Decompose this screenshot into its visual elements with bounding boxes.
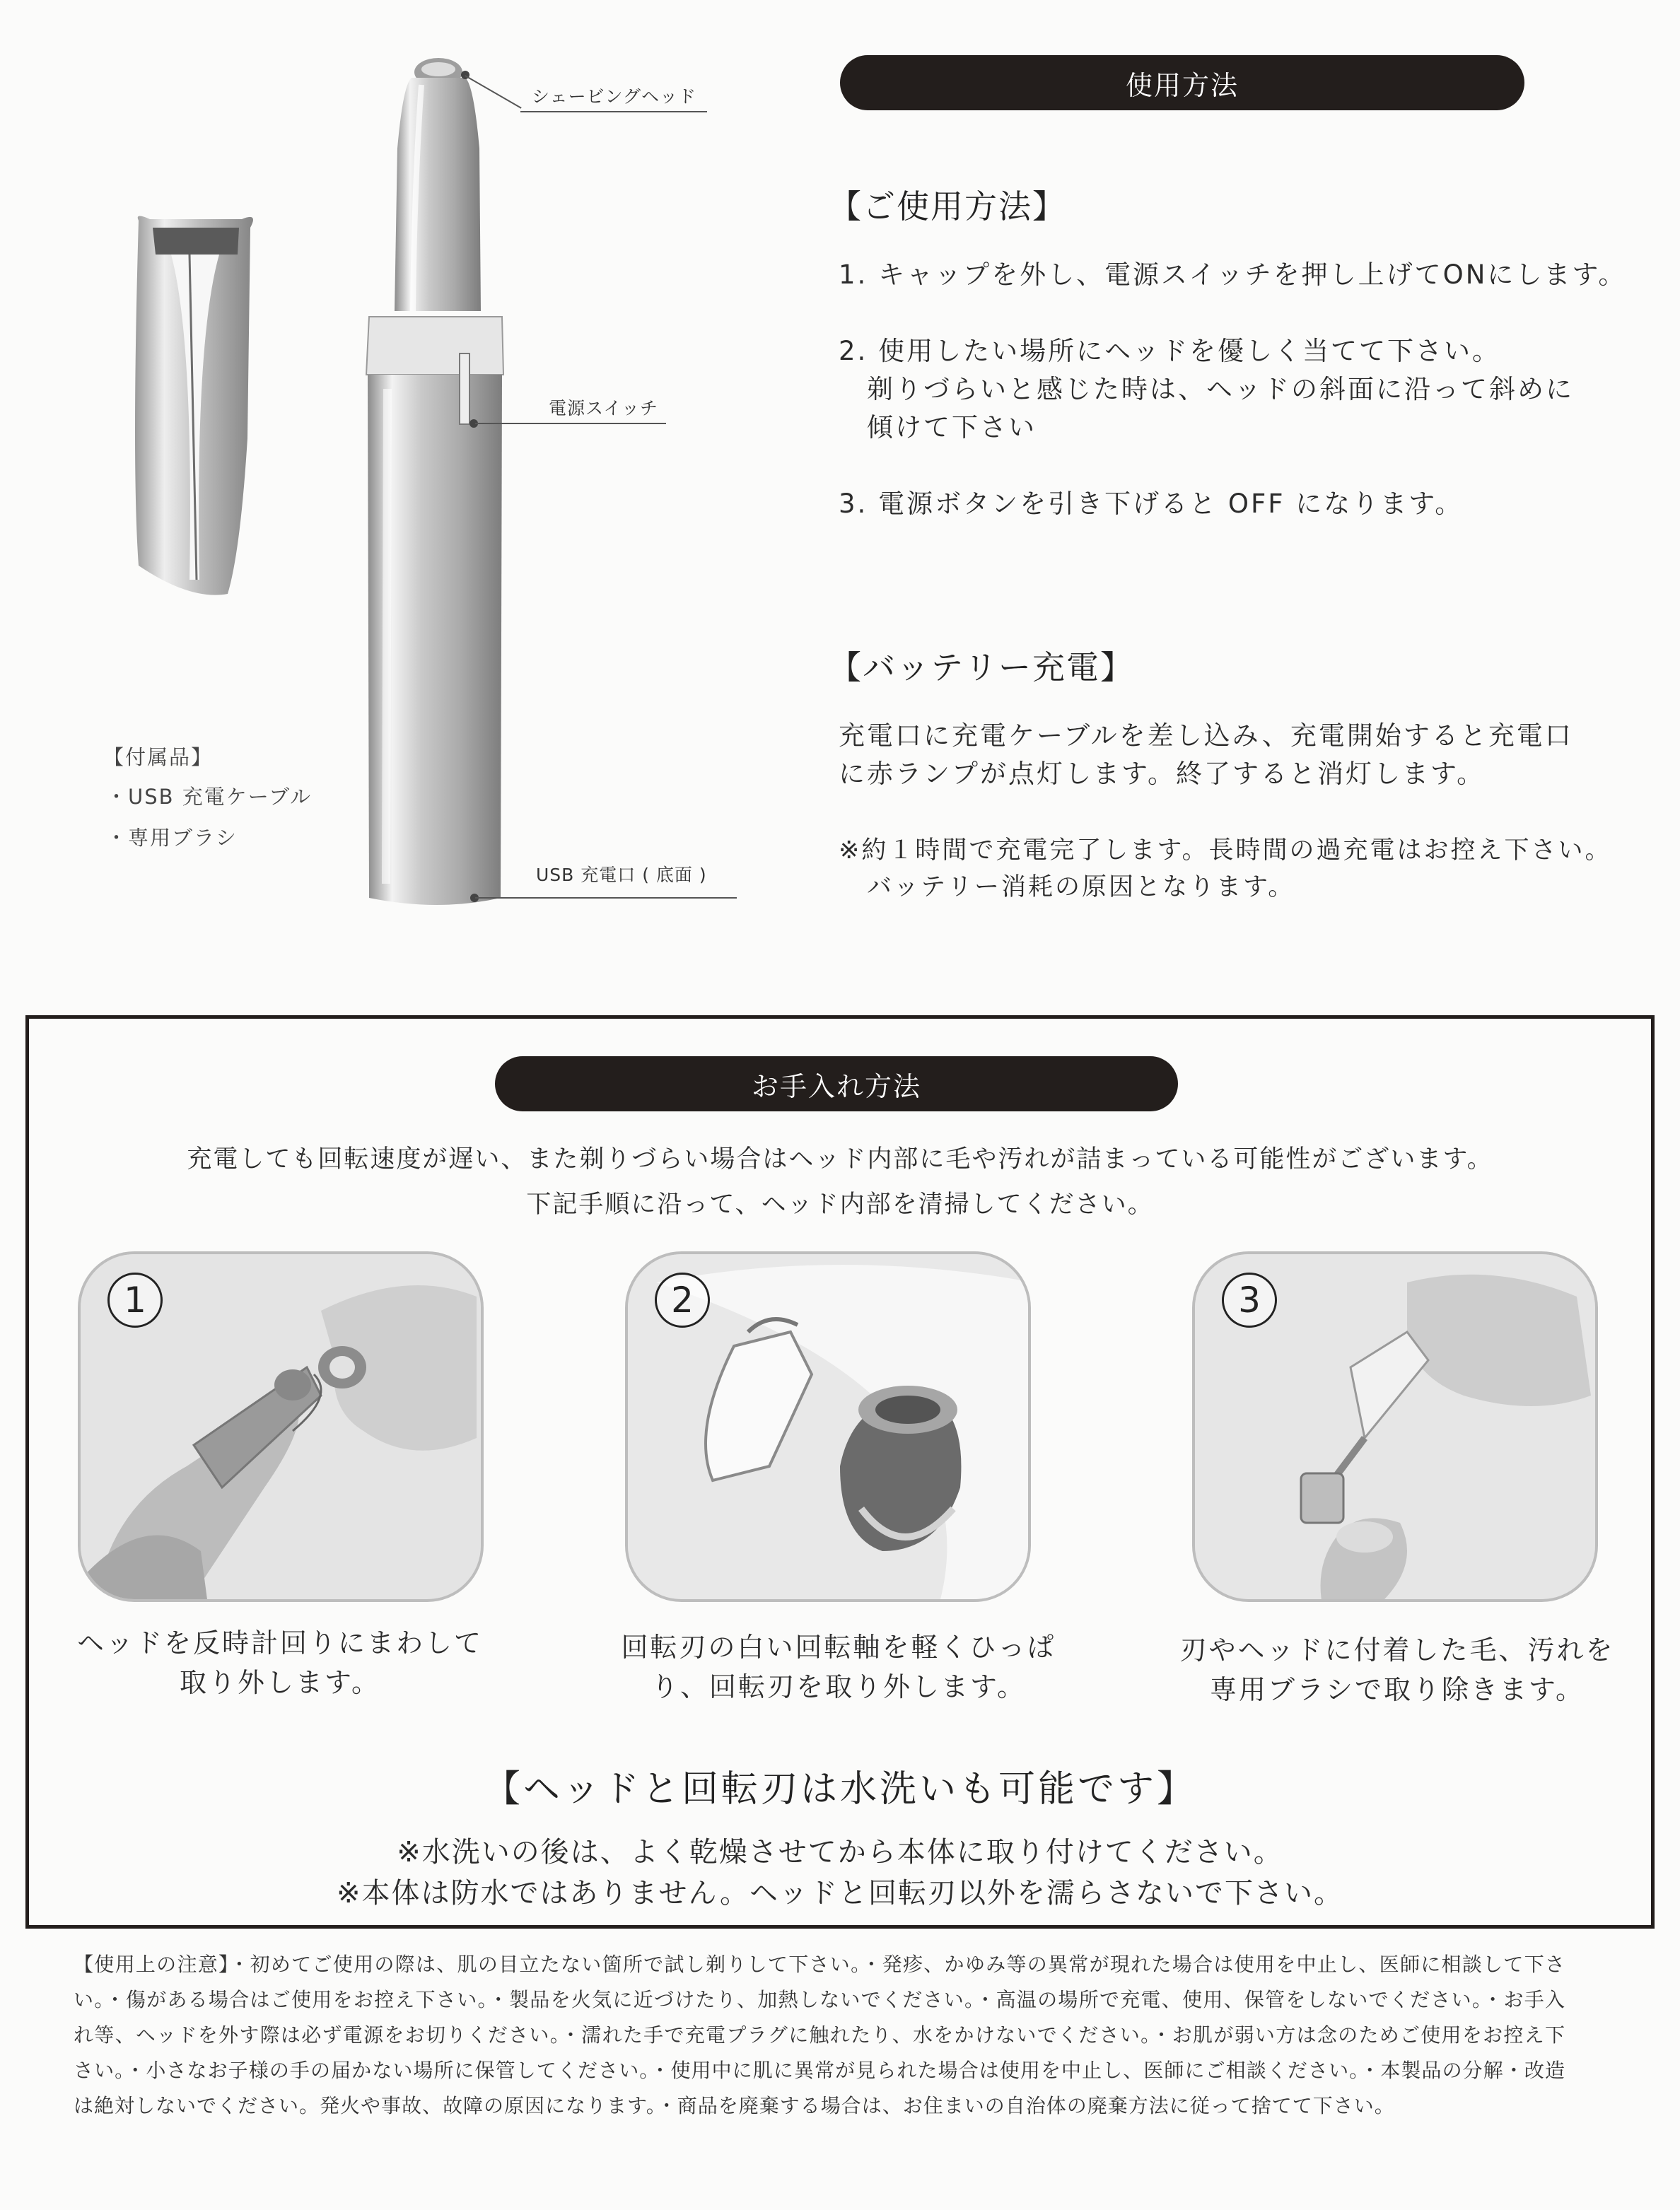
battery-note-line-1: ※約１時間で充電完了します。長時間の過充電はお控え下さい。 (839, 836, 1612, 865)
accessory-usb-cable: ・USB 充電ケーブル (106, 785, 313, 809)
battery-line-1: 充電口に充電ケーブルを差し込み、充電開始すると充電口 (839, 720, 1573, 751)
usage-step-2-line-2: 剃りづらいと感じた時は、ヘッドの斜面に沿って斜めに (867, 374, 1574, 404)
care-step-3-caption-line-1: 刃やヘッドに付着した毛、汚れを (1179, 1635, 1615, 1666)
switch-callout-line (475, 423, 666, 424)
wash-note-2: ※本体は防水ではありません。ヘッドと回転刃以外を濡らさないで下さい。 (337, 1877, 1343, 1910)
step-2-number-badge: 2 (655, 1273, 710, 1328)
care-step-2-caption-line-1: 回転刃の白い回転軸を軽くひっぱ (621, 1632, 1056, 1663)
battery-line-2: に赤ランプが点灯します。終了すると消灯します。 (839, 759, 1486, 789)
switch-callout-label: 電源スイッチ (549, 398, 659, 419)
battery-heading: 【バッテリー充電】 (829, 648, 1134, 686)
usage-cautions: 【使用上の注意】・初めてご使用の際は、肌の目立たない箇所で試し剃りして下さい。・発疹、かゆみ等の異常が現れた場合は使用を中止し、医師に相談して下さい。・傷がある場合はご使用をお控え下さい。・製品を火気に近づけたり、加熱しないでください。・高温の場所で充電、使用、保管をしないでください。・お手入れ等、ヘッドを外す際は必ず電源をお切りください。・濡れた手で充電プラグに触れたり、水をかけないでください。・お肌が弱い方は念のためご使用をお控え下さい。・小さなお子様の手の届かない場所に保管してください。・使用中に肌に異常が見られた場合は使用を中止し、医師にご相談ください。・本製品の分解・改造は絶対しないでください。発火や事故、故障の原因になります。・商品を廃棄する場合は、お住まいの自治体の廃棄方法に従って捨てて下さい。 (74, 1953, 1565, 2117)
battery-note-line-2: バッテリー消耗の原因となります。 (867, 873, 1295, 901)
usage-heading: 【ご使用方法】 (829, 187, 1066, 226)
port-callout-line (475, 897, 737, 899)
usage-pill: 使用方法 (840, 55, 1524, 110)
head-callout-label: シェービングヘッド (532, 86, 697, 107)
care-step-2-caption-line-2: り、回転刃を取り外します。 (651, 1671, 1026, 1702)
step-1-number-badge: 1 (107, 1273, 163, 1328)
head-callout-underline (520, 111, 707, 112)
wash-note-1: ※水洗いの後は、よく乾燥させてから本体に取り付けてください。 (397, 1836, 1283, 1869)
care-step-1-caption-line-1: ヘッドを反時計回りにまわして (76, 1627, 483, 1659)
usage-step-3: 3. 電源ボタンを引き下げると OFF になります。 (839, 489, 1464, 519)
port-callout-label: USB 充電口 ( 底面 ) (536, 865, 707, 885)
care-intro-line-1: 充電しても回転速度が遅い、また剃りづらい場合はヘッド内部に毛や汚れが詰まっている可能性がございます。 (187, 1145, 1493, 1174)
cap-image (135, 216, 253, 595)
care-step-1-caption-line-2: 取り外します。 (180, 1667, 380, 1698)
usage-step-1: 1. キャップを外し、電源スイッチを押し上げてONにします。 (839, 259, 1627, 290)
care-intro-line-2: 下記手順に沿って、ヘッド内部を清掃してください。 (526, 1191, 1154, 1219)
step-3-number-badge: 3 (1222, 1273, 1277, 1328)
usage-step-2-line-1: 2. 使用したい場所にヘッドを優しく当てて下さい。 (839, 336, 1501, 366)
care-step-2-photo (625, 1251, 1031, 1602)
care-pill: お手入れ方法 (495, 1056, 1178, 1111)
care-step-3-photo (1192, 1251, 1598, 1602)
trimmer-image (366, 58, 503, 905)
care-step-1-photo (78, 1251, 484, 1602)
wash-heading: 【ヘッドと回転刃は水洗いも可能です】 (483, 1768, 1196, 1811)
accessory-brush: ・専用ブラシ (106, 826, 238, 850)
care-step-3-caption-line-2: 専用ブラシで取り除きます。 (1210, 1674, 1585, 1705)
usage-step-2-line-3: 傾けて下さい (867, 412, 1037, 443)
accessories-title: 【付属品】 (103, 745, 214, 769)
